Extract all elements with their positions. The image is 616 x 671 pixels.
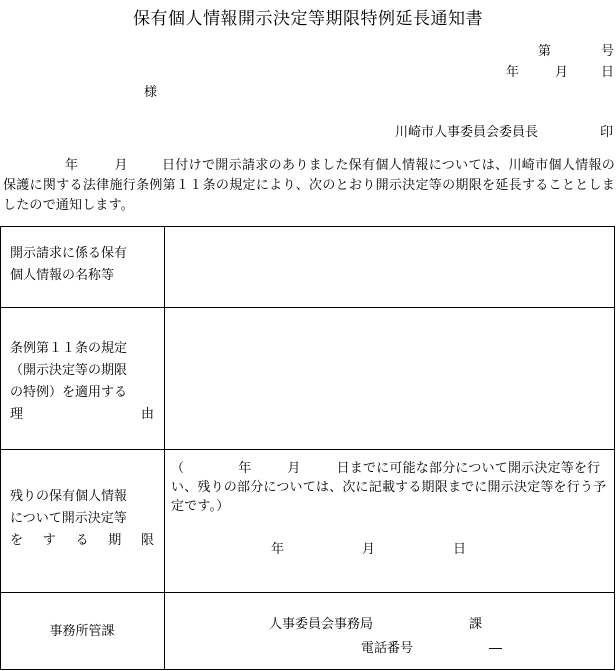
doc-number-prefix: 第 <box>538 44 552 59</box>
label-remaining-deadline <box>10 486 154 552</box>
label-special-reason <box>10 338 154 426</box>
notice-form-table <box>0 226 615 670</box>
partial-disclosure-note: （ 年 月 日までに可能な部分について開示決定等を行い、残りの部分については、次に記載する期限までに開示決定等を行う予定です。） <box>171 461 607 514</box>
row-divider <box>1 592 614 593</box>
deadline-date: 年 月 日 <box>271 542 467 557</box>
issuer-name: 川崎市人事委員会委員長 <box>395 125 539 140</box>
row-divider <box>1 307 614 308</box>
label-line: の特例）を適用する <box>10 385 128 400</box>
label-line: 個人情報の名称等 <box>10 268 115 283</box>
doc-number-suffix: 号 <box>601 44 615 59</box>
body-text: 日付けで開示請求のありました保有個人情報については、川崎市個人情報の保護に関する法律施行条例第１１条の規定により、次のとおり開示決定等の期限を延長することとしましたので通知します。 <box>3 158 616 213</box>
label-line: について開示決定等 <box>10 511 127 526</box>
label-line: （開示決定等の期限 <box>10 363 128 378</box>
label-line: 開示請求に係る保有 <box>10 246 128 261</box>
seal-mark: 印 <box>600 125 614 140</box>
body-year: 年 <box>65 158 79 173</box>
label-office <box>10 621 154 643</box>
issue-date-month: 月 <box>555 65 569 80</box>
column-divider <box>164 227 165 669</box>
addressee-suffix: 様 <box>144 85 158 100</box>
office-phone: 電話番号 ― <box>361 641 503 656</box>
label-line: 理 由 <box>10 407 154 422</box>
office-department: 人事委員会事務局 課 <box>269 617 483 632</box>
label-line-spread: を す る 期 限 <box>10 533 154 548</box>
label-line: 事務所管課 <box>49 624 115 639</box>
row-divider <box>1 449 614 450</box>
body-month: 月 <box>114 158 128 173</box>
label-line: 残りの保有個人情報 <box>10 489 128 504</box>
issue-date-day: 日 <box>601 65 615 80</box>
label-line: 条例第１１条の規定 <box>10 341 128 356</box>
document-title: 保有個人情報開示決定等期限特例延長通知書 <box>133 9 483 29</box>
issue-date-year: 年 <box>506 65 520 80</box>
label-info-name <box>10 243 154 287</box>
notice-body <box>3 156 615 216</box>
